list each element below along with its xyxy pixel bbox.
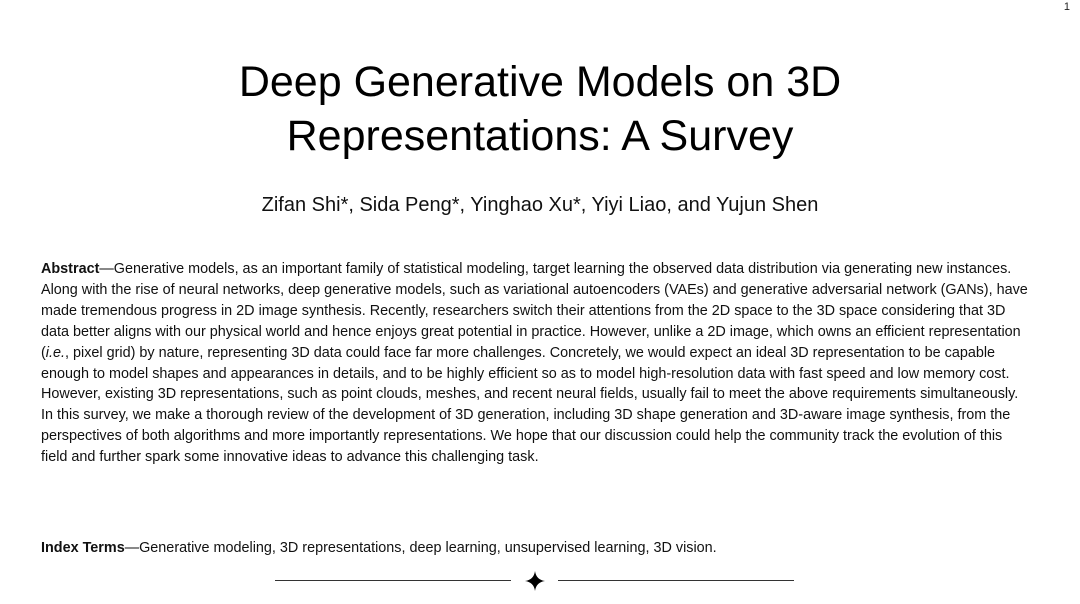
section-divider <box>0 570 1080 592</box>
abstract-label: Abstract <box>41 261 100 277</box>
title-line-1: Deep Generative Models on 3D <box>238 58 842 106</box>
abstract-text-part2: , pixel grid) by nature, representing 3D data could face far more challenges. Concretely, we would expect an ideal 3D representation to be capable enough to model shapes and appearances in details, and to be highly efficient so as to model high-resolution data with fast speed and low memory cost. However, existing 3D representations, such as point clouds, meshes, and recent neural fields, usually fail to meet the above requirements simultaneously. In this survey, we make a thorough review of the development of 3D generation, including 3D shape generation and 3D-aware image synthesis, from the perspectives of both algorithms and more importantly representations. We hope that our discussion could help the community track the evolution of this field and further spark some innovative ideas to advance this challenging task. <box>41 344 1019 466</box>
title-line-2: Representations: A Survey <box>286 112 794 160</box>
index-terms-text: —Generative modeling, 3D representations, deep learning, unsupervised learning, 3D vision. <box>124 540 717 556</box>
divider-line-left <box>275 580 511 581</box>
paper-title <box>0 55 1080 163</box>
index-terms <box>41 538 1031 558</box>
abstract-text-part1: —Generative models, as an important family of statistical modeling, target learning the observed data distribution via generating new instances. Along with the rise of neural networks, deep generative models, such as variational autoencoders (VAEs) and generative adversarial network (GANs), have made tremendous progress in 2D image synthesis. Recently, researchers switch their attentions from the 2D space to the 3D space considering that 3D data better aligns with our physical world and hence enjoys great potential in practice. However, unlike a 2D image, which owns an efficient representation ( <box>41 261 1028 361</box>
abstract-ie: i.e. <box>45 344 65 361</box>
divider-line-right <box>558 580 794 581</box>
four-point-star-icon <box>524 570 546 592</box>
abstract <box>41 259 1031 468</box>
page-number: 1 <box>1063 1 1070 13</box>
author-list: Zifan Shi*, Sida Peng*, Yinghao Xu*, Yiyi Liao, and Yujun Shen <box>261 194 819 216</box>
index-terms-label: Index Terms <box>41 540 125 556</box>
